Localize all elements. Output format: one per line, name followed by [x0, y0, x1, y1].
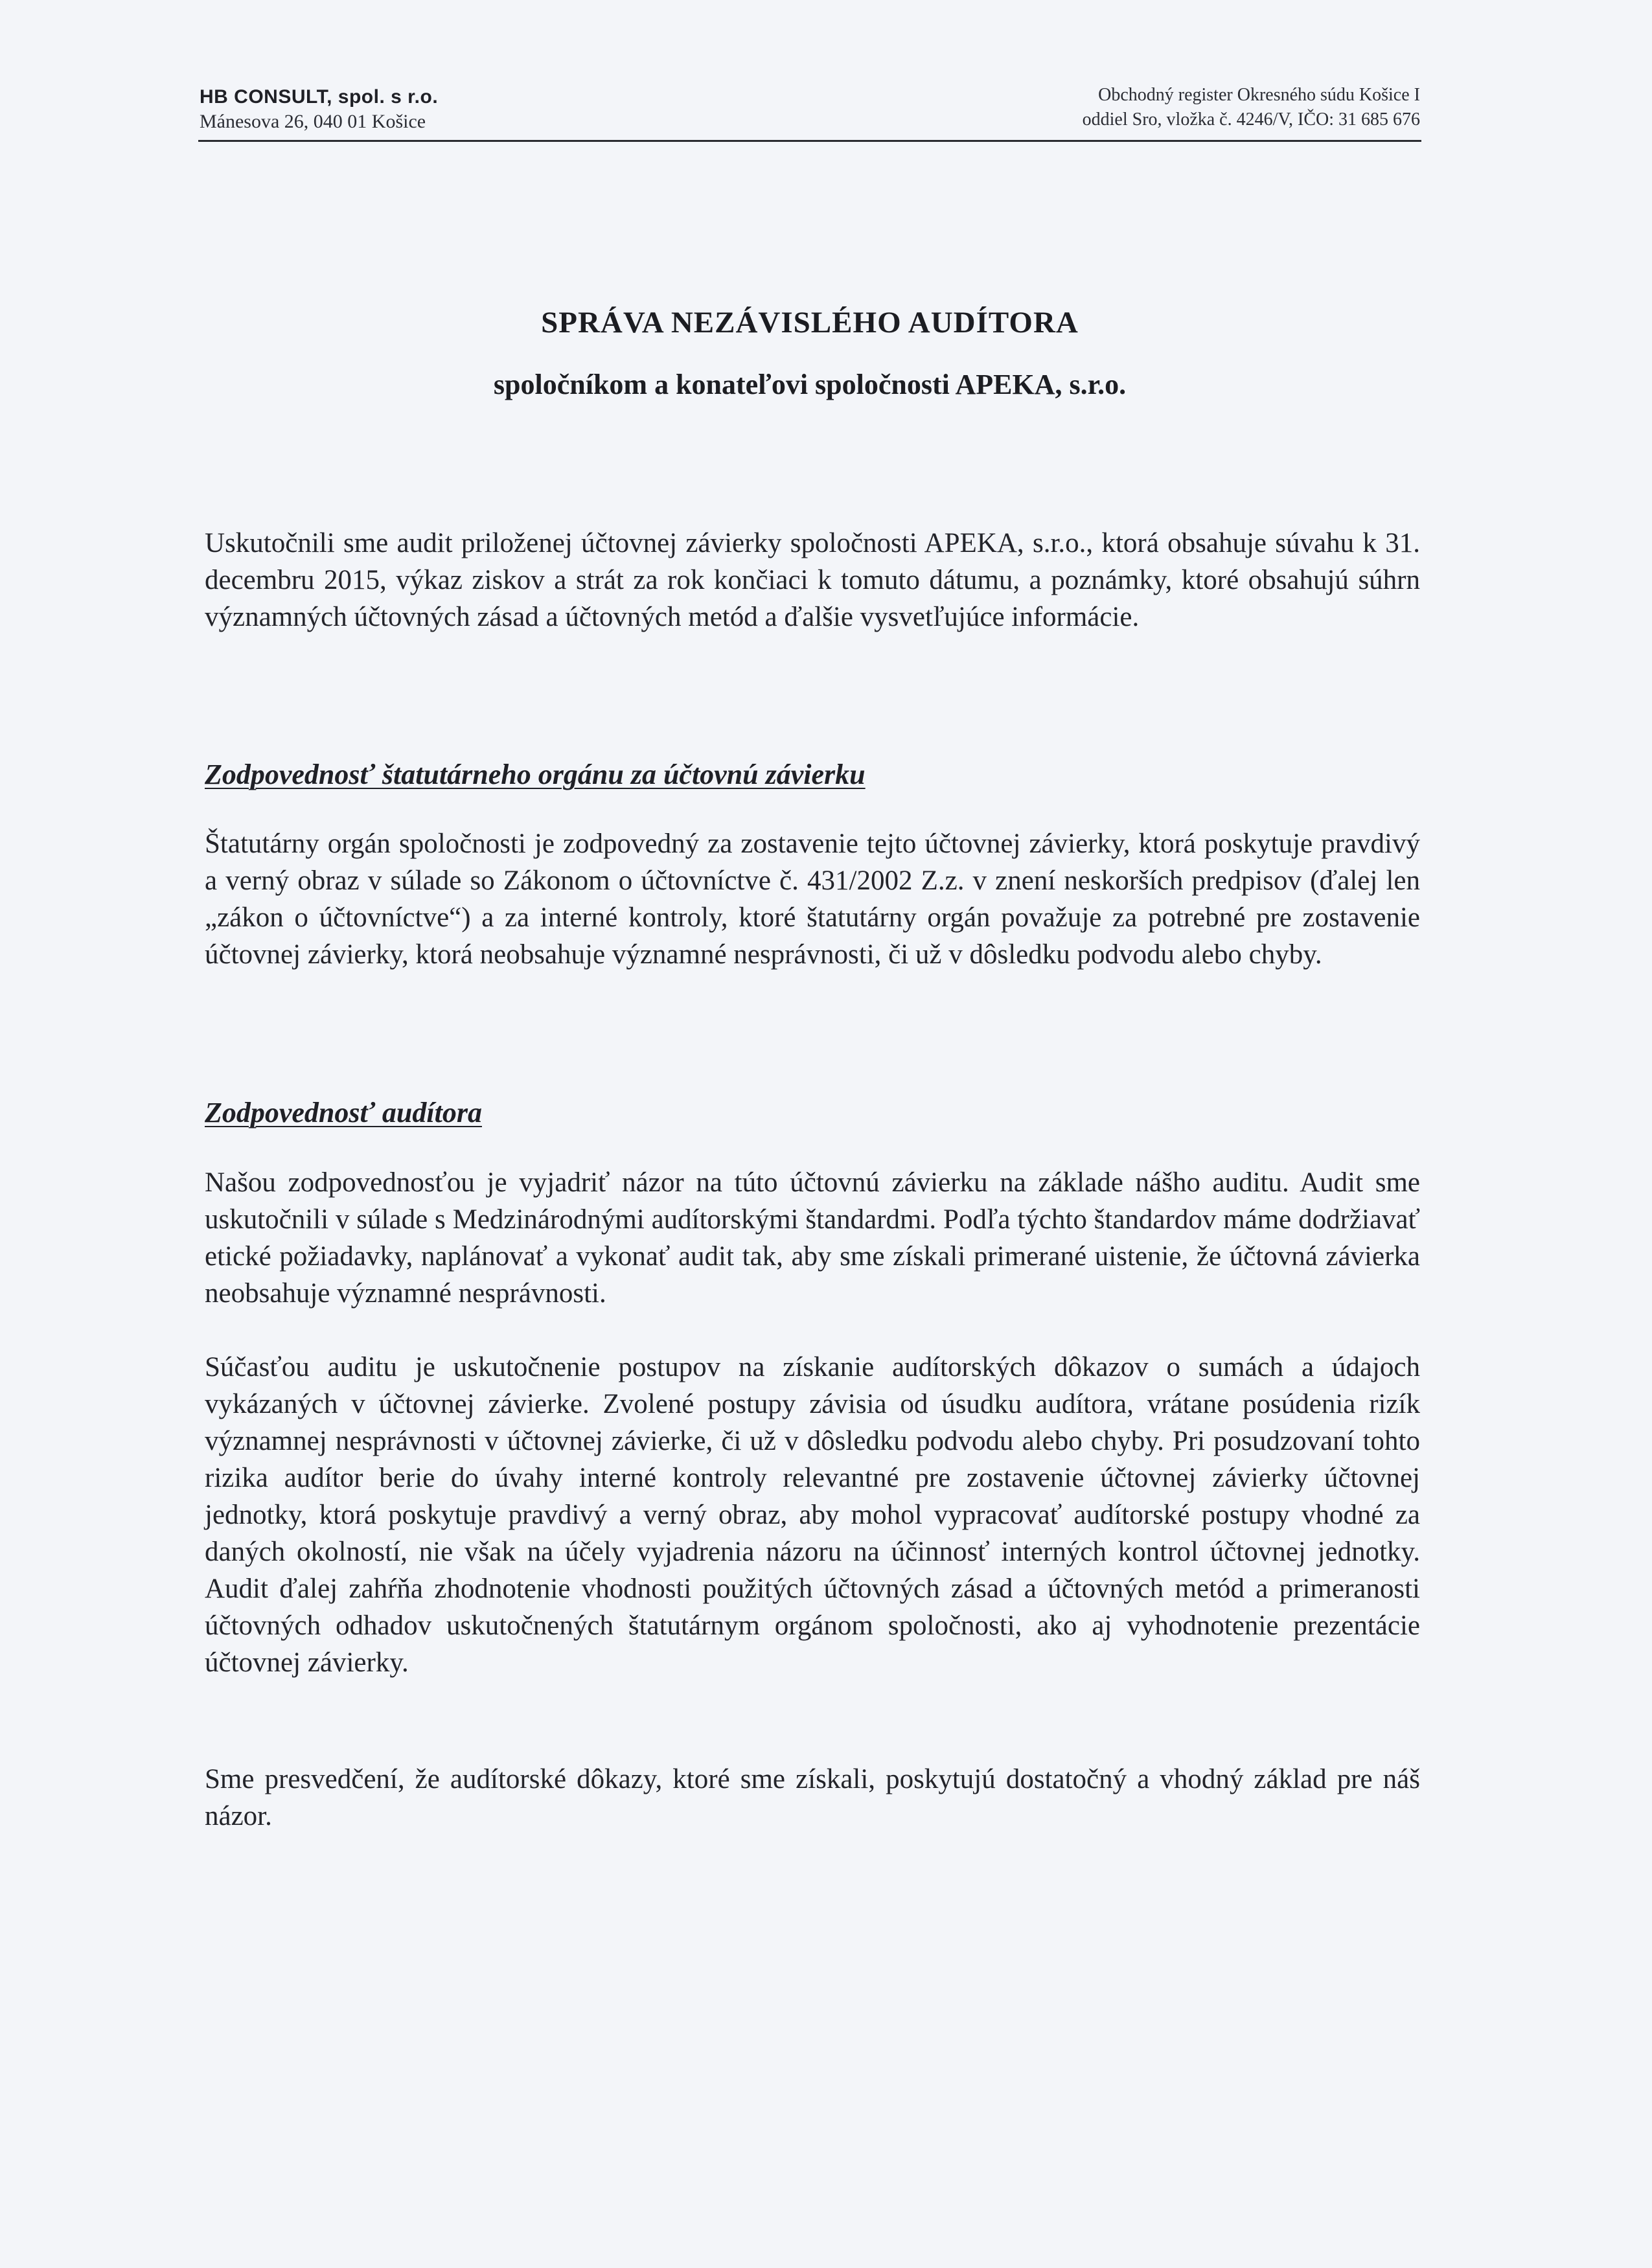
report-title: SPRÁVA NEZÁVISLÉHO AUDÍTORA	[541, 306, 1079, 339]
letterhead-company-block	[200, 84, 438, 133]
section-heading-management-responsibility: Zodpovednosť štatutárneho orgánu za účtovnú závierku	[205, 759, 866, 790]
section-heading-auditor-responsibility: Zodpovednosť audítora	[205, 1097, 482, 1128]
auditor-responsibility-paragraph-1: Našou zodpovednosťou je vyjadriť názor na túto účtovnú závierku na základe nášho auditu. Audit sme uskutočnili v súlade s Medzinárodnými audítorskými štandardmi. Podľa týchto štandardov máme dodržiavať etické požiadavky, naplánovať a vykonať audit tak, aby sme získali primerané uistenie, že účtovná závierka neobsahuje významné nesprávnosti.	[205, 1167, 1420, 1309]
management-responsibility-paragraph: Štatutárny orgán spoločnosti je zodpovedný za zostavenie tejto účtovnej závierky, ktorá poskytuje pravdivý a verný obraz v súlade so Zákonom o účtovníctve č. 431/2002 Z.z. v znení neskorších predpisov (ďalej len „zákon o účtovníctve“) a za interné kontroly, ktoré štatutárny orgán považuje za potrebné pre zostavenie účtovnej závierky, ktorá neobsahuje významné nesprávnosti, či už v dôsledku podvodu alebo chyby.	[205, 829, 1420, 970]
auditor-responsibility-paragraph-2: Súčasťou auditu je uskutočnenie postupov na získanie audítorských dôkazov o sumách a údajoch vykázaných v účtovnej závierke. Zvolené postupy závisia od úsudku audítora, vrátane posúdenia rizík významnej nesprávnosti v účtovnej závierke, či už v dôsledku podvodu alebo chyby. Pri posudzovaní tohto rizika audítor berie do úvahy interné kontroly relevantné pre zostavenie účtovnej závierky účtovnej jednotky, ktorá poskytuje pravdivý a verný obraz, aby mohol vypracovať audítorské postupy vhodné za daných okolností, nie však na účely vyjadrenia názoru na účinnosť interných kontrol účtovnej jednotky. Audit ďalej zahŕňa zhodnotenie vhodnosti použitých účtovných zásad a účtovných metód a primeranosti účtovných odhadov uskutočnených štatutárnym orgánom spoločnosti, ako aj vyhodnotenie prezentácie účtovnej závierky.	[205, 1352, 1420, 1678]
intro-paragraph: Uskutočnili sme audit priloženej účtovnej závierky spoločnosti APEKA, s.r.o., ktorá obsahuje súvahu k 31. decembru 2015, výkaz ziskov a strát za rok končiaci k tomuto dátumu, a poznámky, ktoré obsahujú súhrn významných účtovných zásad a účtovných metód a ďalšie vysvetľujúce informácie.	[205, 528, 1420, 632]
letterhead-register-block	[1083, 83, 1420, 132]
register-line-1: Obchodný register Okresného súdu Košice I	[1098, 85, 1420, 105]
company-name: HB CONSULT, spol. s r.o.	[200, 86, 439, 108]
register-line-2: oddiel Sro, vložka č. 4246/V, IČO: 31 685 676	[1082, 109, 1420, 130]
report-subtitle: spoločníkom a konateľovi spoločnosti APEKA, s.r.o.	[493, 369, 1127, 400]
company-address: Mánesova 26, 040 01 Košice	[200, 111, 426, 132]
auditor-responsibility-paragraph-3: Sme presvedčení, že audítorské dôkazy, ktoré sme získali, poskytujú dostatočný a vhodný základ pre náš názor.	[205, 1764, 1420, 1831]
letterhead	[198, 79, 1421, 142]
